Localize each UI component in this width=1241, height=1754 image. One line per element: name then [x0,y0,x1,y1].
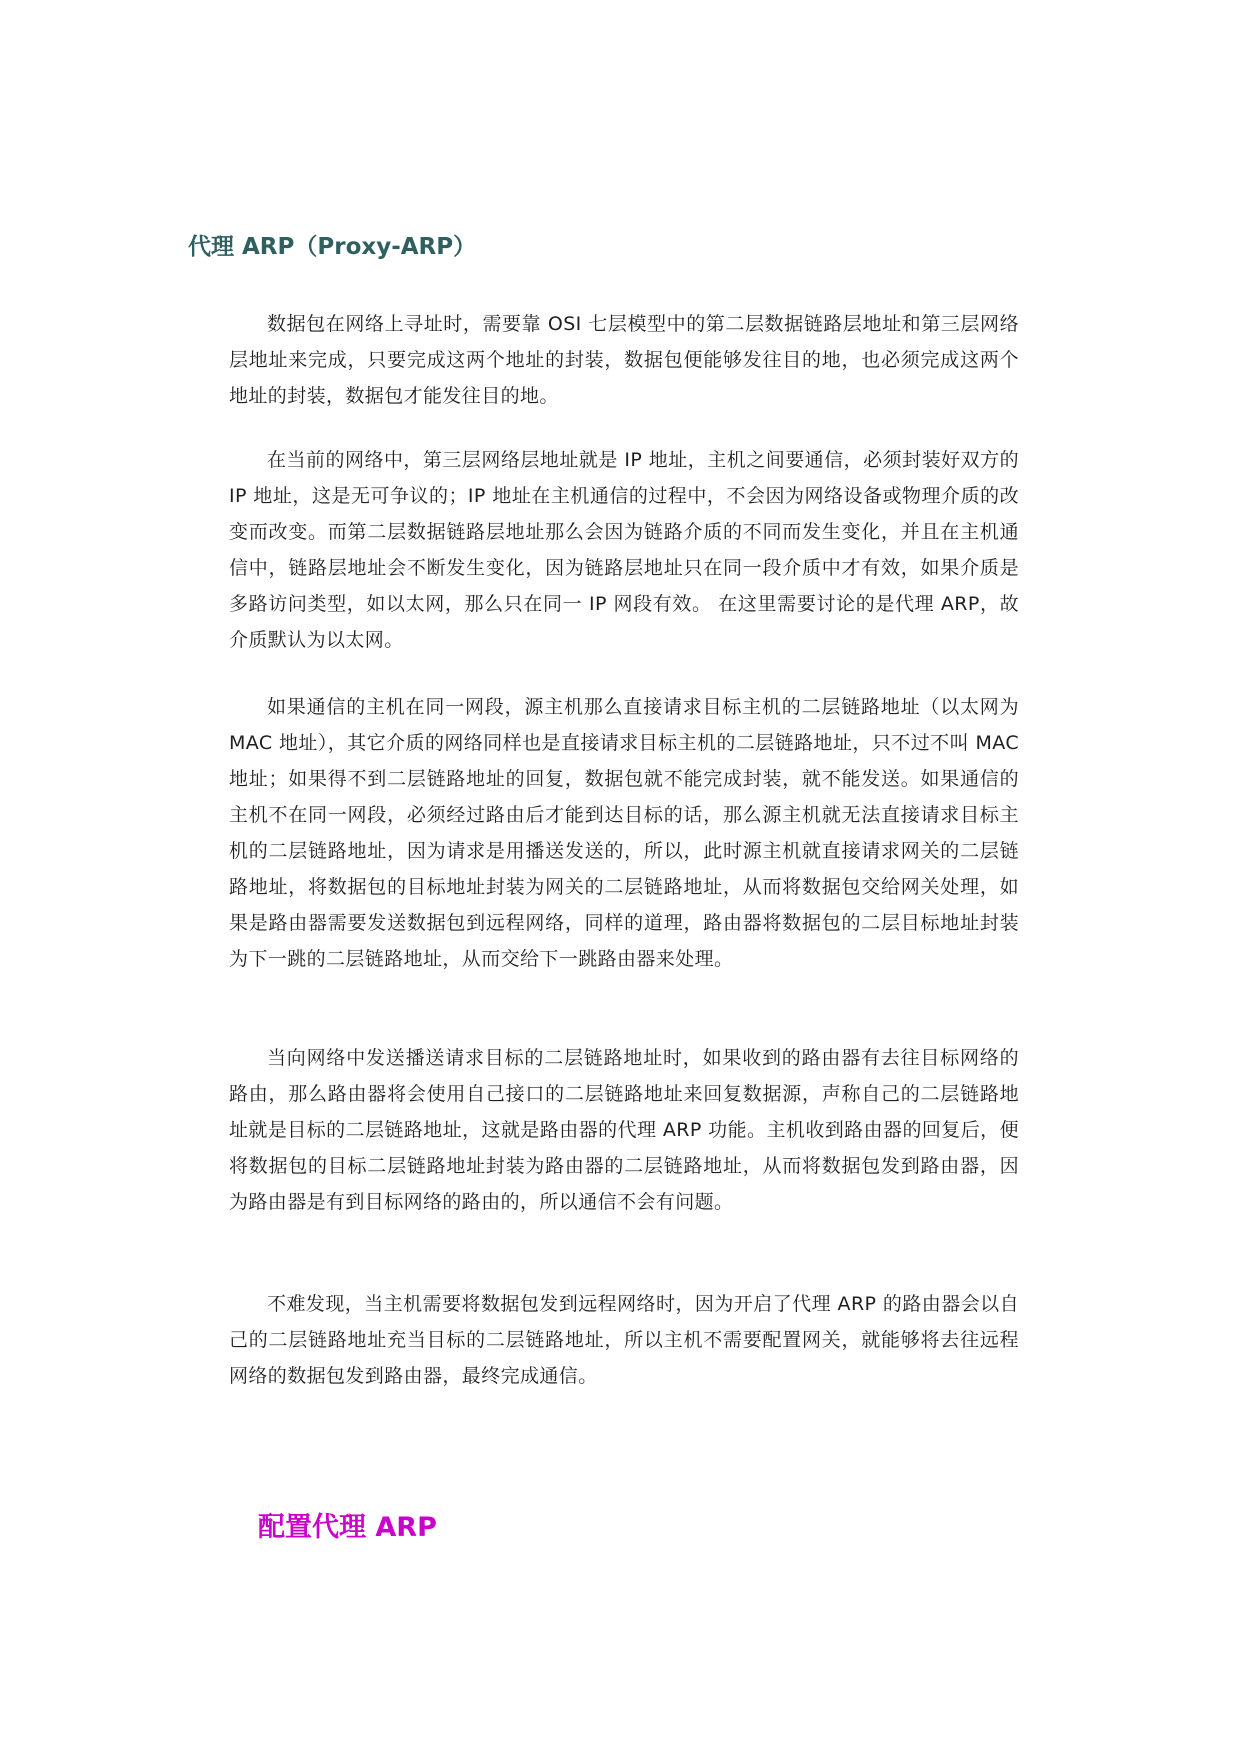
subsection-heading: 配置代理 ARP [258,1512,437,1543]
paragraph-1: 数据包在网络上寻址时，需要靠 OSI 七层模型中的第二层数据链路层地址和第三层网络层地址来完成，只要完成这两个地址的封装，数据包便能够发往目的地，也必须完成这两个地址的封装，数据包才能发往目的地。 [229,313,1019,407]
paragraph-5: 不难发现，当主机需要将数据包发到远程网络时，因为开启了代理 ARP 的路由器会以自己的二层链路地址充当目标的二层链路地址，所以主机不需要配置网关，就能够将去往远程网络的数据包发到路由器，最终完成通信。 [229,1293,1019,1387]
paragraph-2: 在当前的网络中，第三层网络层地址就是 IP 地址，主机之间要通信，必须封装好双方的 IP 地址，这是无可争议的；IP 地址在主机通信的过程中，不会因为网络设备或物理介质的改变而改变。而第二层数据链路层地址那么会因为链路介质的不同而发生变化，并且在主机通信中，链路层地址会不断发生变化，因为链路层地址只在同一段介质中才有效，如果介质是多路访问类型，如以太网，那么只在同一 IP 网段有效。 在这里需要讨论的是代理 ARP，故介质默认为以太网。 [229,449,1019,651]
paragraph-3: 如果通信的主机在同一网段，源主机那么直接请求目标主机的二层链路地址（以太网为 MAC 地址），其它介质的网络同样也是直接请求目标主机的二层链路地址，只不过不叫 MAC 地址；如果得不到二层链路地址的回复，数据包就不能完成封装，就不能发送。如果通信的主机不在同一网段，必须经过路由后才能到达目标的话，那么源主机就无法直接请求目标主机的二层链路地址，因为请求是用播送发送的，所以，此时源主机就直接请求网关的二层链路地址，将数据包的目标地址封装为网关的二层链路地址，从而将数据包交给网关处理，如果是路由器需要发送数据包到远程网络，同样的道理，路由器将数据包的二层目标地址封装为下一跳的二层链路地址，从而交给下一跳路由器来处理。 [229,696,1019,970]
section-heading: 代理 ARP（Proxy-ARP） [188,234,477,260]
paragraph-4: 当向网络中发送播送请求目标的二层链路地址时，如果收到的路由器有去往目标网络的路由，那么路由器将会使用自己接口的二层链路地址来回复数据源，声称自己的二层链路地址就是目标的二层链路地址，这就是路由器的代理 ARP 功能。主机收到路由器的回复后，便将数据包的目标二层链路地址封装为路由器的二层链路地址，从而将数据包发到路由器，因为路由器是有到目标网络的路由的，所以通信不会有问题。 [229,1047,1019,1213]
